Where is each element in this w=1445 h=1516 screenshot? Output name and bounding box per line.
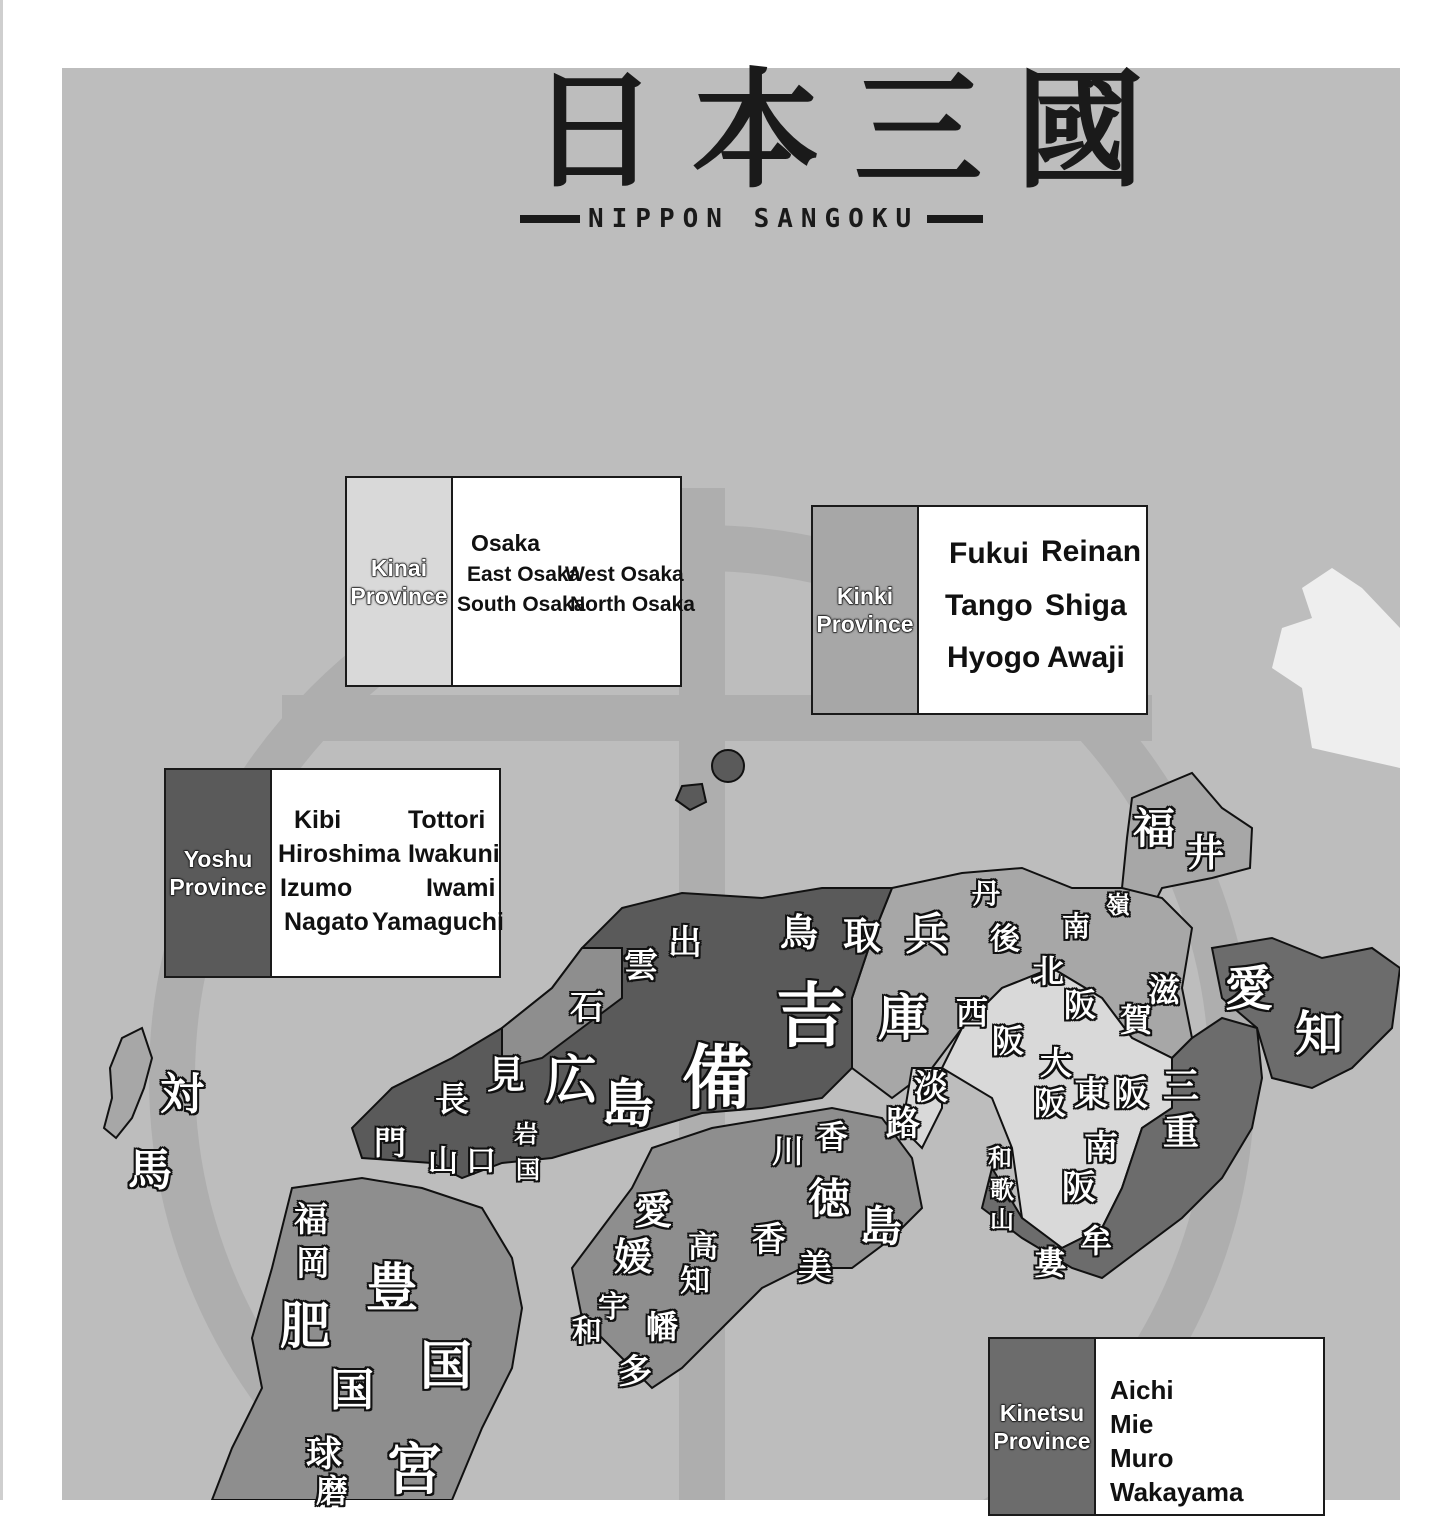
legend-yoshu-list bbox=[272, 770, 504, 976]
map-label-kibi-1: 吉 bbox=[776, 975, 846, 1057]
map-label-tottori-2: 取 bbox=[843, 914, 882, 958]
map-label-wakayama-2: 歌 bbox=[990, 1176, 1014, 1204]
map-label-awaji-1: 淡 bbox=[914, 1068, 948, 1108]
map-label-kochi-2: 知 bbox=[680, 1264, 710, 1299]
map-label-east-osaka-2: 阪 bbox=[1114, 1074, 1148, 1114]
legend-item: Tango bbox=[945, 589, 1033, 622]
map-label-iwakuni-1: 岩 bbox=[514, 1120, 538, 1148]
map-label-awaji-2: 路 bbox=[886, 1104, 920, 1144]
legend-item: Mie bbox=[1110, 1409, 1154, 1439]
title-char: 三 bbox=[853, 57, 982, 206]
map-label-kagawa-2: 川 bbox=[772, 1132, 805, 1170]
map-label-izumo-2: 雲 bbox=[624, 946, 658, 986]
map-label-tango-1: 丹 bbox=[972, 877, 1001, 910]
legend-kinai-list bbox=[453, 478, 695, 685]
legend-label-line: Kinai bbox=[370, 554, 428, 581]
legend-item: Iwakuni bbox=[408, 840, 500, 868]
map-label-hyogo-2: 庫 bbox=[878, 989, 928, 1047]
legend-label-line: Province bbox=[993, 1427, 1091, 1454]
map-label-fukuoka-1: 福 bbox=[294, 1200, 328, 1240]
map-label-kami-1: 香 bbox=[752, 1220, 786, 1260]
map-label-north-osaka-2: 阪 bbox=[1064, 986, 1097, 1024]
map-label-fukui-2: 井 bbox=[1186, 831, 1225, 875]
map-label-iwami-2: 見 bbox=[487, 1053, 526, 1097]
legend-item: Wakayama bbox=[1110, 1477, 1244, 1507]
legend-kinetsu bbox=[988, 1337, 1325, 1516]
map-label-shiga-2: 賀 bbox=[1120, 1001, 1153, 1039]
title-subtitle: NIPPON SANGOKU bbox=[588, 204, 920, 234]
legend-label-line: Province bbox=[816, 611, 914, 637]
legend-label-line: Kinki bbox=[836, 583, 894, 609]
map-label-yamaguchi-2: 口 bbox=[466, 1144, 496, 1179]
map-label-tango-2: 後 bbox=[990, 922, 1020, 957]
legend-item: Fukui bbox=[949, 537, 1029, 570]
legend-item: Awaji bbox=[1047, 641, 1125, 674]
map-label-tokushima-1: 徳 bbox=[808, 1174, 851, 1223]
map-label-shiga-1: 滋 bbox=[1148, 971, 1181, 1009]
legend-item: South Osaka bbox=[457, 593, 586, 616]
map-label-west-osaka-2: 阪 bbox=[992, 1022, 1025, 1060]
map-label-iwami-1: 石 bbox=[570, 988, 604, 1028]
map-label-higo-2: 国 bbox=[330, 1365, 374, 1416]
map-label-bungo-1: 豊 bbox=[366, 1259, 419, 1319]
map-label-yamaguchi-1: 山 bbox=[428, 1144, 458, 1179]
legend-item: Hyogo bbox=[947, 641, 1041, 674]
legend-yoshu bbox=[164, 768, 504, 978]
map-label-tokushima-2: 島 bbox=[860, 1202, 903, 1251]
region-tsushima bbox=[104, 1028, 152, 1138]
legend-item: Osaka bbox=[471, 530, 541, 556]
map-label-mie-1: 三 bbox=[1163, 1066, 1200, 1107]
map-label-south-osaka-1: 南 bbox=[1084, 1128, 1118, 1168]
legend-kinetsu-list bbox=[1096, 1339, 1323, 1514]
map-label-kagawa-1: 香 bbox=[816, 1118, 849, 1156]
map-label-bungo-2: 国 bbox=[420, 1337, 473, 1397]
legend-item: Reinan bbox=[1041, 535, 1142, 568]
title-bar-left bbox=[520, 215, 580, 223]
legend-item: Tottori bbox=[408, 806, 486, 834]
map-label-muro-1: 牟 bbox=[1080, 1222, 1113, 1260]
map-label-fukuoka-2: 岡 bbox=[296, 1244, 330, 1284]
map-label-mie-2: 重 bbox=[1163, 1112, 1200, 1153]
title-char: 本 bbox=[691, 57, 820, 206]
map-label-osaka-1: 大 bbox=[1040, 1044, 1073, 1082]
map-label-tsushima-1: 対 bbox=[160, 1069, 204, 1120]
legend-kinai-label bbox=[347, 478, 453, 685]
map-label-tsushima-2: 馬 bbox=[128, 1145, 172, 1196]
legend-kinki-label bbox=[813, 507, 919, 713]
legend-label-line: Kinetsu bbox=[999, 1399, 1085, 1426]
map-label-fukui-1: 福 bbox=[1133, 804, 1176, 853]
title-subtitle-row bbox=[520, 204, 1165, 234]
map-label-kuma-1: 球 bbox=[306, 1434, 343, 1475]
map-label-muro-2: 婁 bbox=[1034, 1244, 1067, 1282]
map-label-ehime-2: 媛 bbox=[614, 1235, 653, 1279]
map-label-miyazaki: 宮 bbox=[386, 1438, 442, 1503]
map-label-south-osaka-2: 阪 bbox=[1062, 1168, 1096, 1208]
legend-item: North Osaka bbox=[570, 593, 695, 616]
legend-label-line: Province bbox=[350, 582, 448, 609]
map-label-hiroshima-1: 広 bbox=[545, 1051, 598, 1111]
map-label-izumo-1: 出 bbox=[668, 923, 702, 963]
legend-item: East Osaka bbox=[467, 563, 581, 586]
title-char: 國 bbox=[1015, 57, 1144, 206]
map-label-higo-1: 肥 bbox=[280, 1297, 330, 1355]
page-edge-line bbox=[0, 0, 3, 1500]
legend-item: Kibi bbox=[294, 806, 342, 834]
legend-item: Iwami bbox=[426, 874, 496, 902]
legend-yoshu-label bbox=[166, 770, 272, 976]
outside-land bbox=[1272, 568, 1400, 768]
legend-kinki bbox=[811, 505, 1148, 715]
map-label-reinan-1: 嶺 bbox=[1106, 891, 1130, 919]
map-label-east-osaka-1: 東 bbox=[1074, 1074, 1108, 1114]
region-kyushu bbox=[212, 1178, 522, 1500]
legend-item: Shiga bbox=[1045, 589, 1127, 622]
map-label-iwakuni-2: 国 bbox=[516, 1156, 540, 1184]
map-label-kuma-2: 磨 bbox=[316, 1472, 349, 1510]
map-label-tottori-1: 鳥 bbox=[780, 911, 819, 955]
map-label-kochi-1: 高 bbox=[688, 1230, 718, 1265]
map-label-aichi-1: 愛 bbox=[1225, 961, 1274, 1017]
legend-kinai bbox=[345, 476, 695, 687]
title-logo bbox=[520, 57, 1165, 240]
map-label-hata-1: 幡 bbox=[646, 1308, 679, 1346]
legend-item: Muro bbox=[1110, 1443, 1174, 1473]
map-label-north-osaka-1: 北 bbox=[1032, 952, 1065, 990]
legend-item: Hiroshima bbox=[278, 840, 401, 868]
map-label-hyogo-1: 兵 bbox=[905, 909, 949, 960]
map-label-hata-2: 多 bbox=[618, 1352, 652, 1392]
legend-label-line: Yoshu bbox=[183, 846, 253, 872]
legend-item: Yamaguchi bbox=[372, 908, 504, 936]
map-label-kami-2: 美 bbox=[798, 1248, 832, 1288]
legend-kinetsu-label bbox=[990, 1339, 1096, 1514]
map-label-wakayama-1: 和 bbox=[988, 1144, 1012, 1172]
map-label-wakayama-3: 山 bbox=[990, 1206, 1014, 1234]
map-label-aichi-2: 知 bbox=[1295, 1006, 1344, 1062]
title-char: 日 bbox=[529, 57, 658, 206]
map-label-west-osaka-1: 西 bbox=[956, 994, 989, 1032]
map-label-nagato-1: 長 bbox=[435, 1080, 469, 1120]
map-label-hiroshima-2: 島 bbox=[602, 1075, 655, 1135]
map-label-uwa-1: 宇 bbox=[598, 1290, 628, 1325]
title-kanji bbox=[520, 57, 1165, 206]
legend-label-line: Province bbox=[169, 874, 267, 900]
map-label-kibi-2: 備 bbox=[682, 1037, 752, 1119]
legend-item: Nagato bbox=[284, 908, 369, 936]
map-label-nagato-2: 門 bbox=[374, 1124, 407, 1162]
map-label-reinan-2: 南 bbox=[1062, 910, 1091, 943]
legend-item: West Osaka bbox=[565, 563, 684, 586]
title-bar-right bbox=[927, 215, 983, 223]
map-label-osaka-2: 阪 bbox=[1034, 1084, 1067, 1122]
legend-item: Aichi bbox=[1110, 1375, 1174, 1405]
map-label-uwa-2: 和 bbox=[572, 1314, 602, 1349]
map-label-ehime-1: 愛 bbox=[634, 1189, 673, 1233]
legend-item: Izumo bbox=[280, 874, 353, 902]
legend-kinki-list bbox=[919, 507, 1146, 713]
